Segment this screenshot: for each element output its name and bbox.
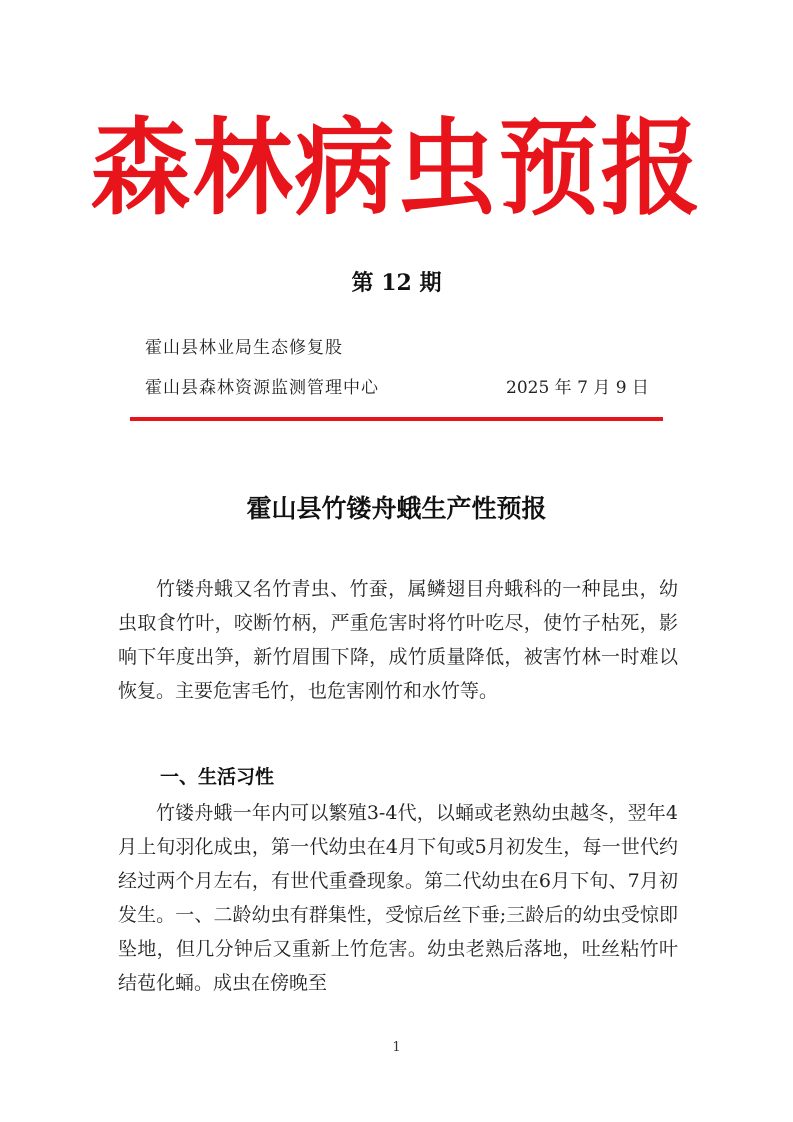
document-title: 霍山县竹镂舟蛾生产性预报 [246, 494, 547, 523]
page-number: 1 [392, 1040, 401, 1055]
publication-date: 2025 年 7 月 9 日 [506, 378, 649, 398]
issuer-center: 霍山县森林资源监测管理中心 [145, 378, 379, 398]
habits-paragraph: 竹镂舟蛾一年内可以繁殖3-4代，以蛹或老熟幼虫越冬，翌年4月上旬羽化成虫，第一代幼虫在4月下旬或5月初发生，每一世代约经过两个月左右，有世代重叠现象。第二代幼虫在6月下旬、7月初发生。一、二龄幼虫有群集性，受惊后丝下垂;三龄后的幼虫受惊即坠地，但几分钟后又重新上竹危害。幼虫老熟后落地，吐丝粘竹叶结苞化蛹。成虫在傍晚至 [118, 802, 678, 994]
header-divider [130, 417, 663, 421]
section-heading-habits: 一、生活习性 [160, 766, 275, 788]
masthead-title: 森林病虫预报 [90, 106, 703, 230]
issue-number: 第 12 期 [351, 270, 442, 296]
intro-paragraph: 竹镂舟蛾又名竹青虫、竹蚕，属鳞翅目舟蛾科的一种昆虫，幼虫取食竹叶，咬断竹柄，严重危害时将竹叶吃尽，使竹子枯死，影响下年度出笋，新竹眉围下降，成竹质量降低，被害竹林一时难以恢复。主要危害毛竹，也危害刚竹和水竹等。 [118, 578, 678, 702]
issuer-department: 霍山县林业局生态修复股 [145, 338, 343, 358]
